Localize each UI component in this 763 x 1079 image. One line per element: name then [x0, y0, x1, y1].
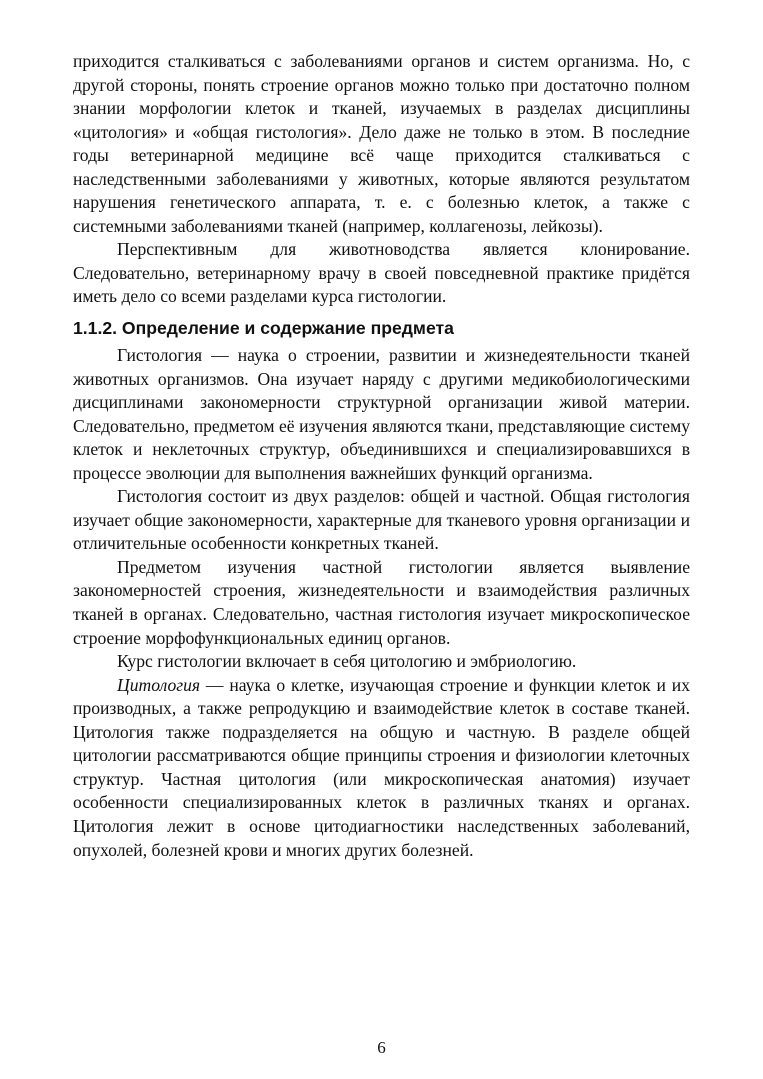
definition-paragraph: Гистология — наука о строении, развитии и жизнедеятельности тканей животных организмов. Она изучает наряду с другими медикобиологическими дисциплинами закономерности структурной организации живой материи. Следовательно, предметом её изучения являются ткани, представляющие систему клеток и неклеточных структур, объединившихся и специализировавшихся в процессе эволюции для выполнения важнейших функций организма.	[73, 345, 690, 483]
section-heading: 1.1.2. Определение и содержание предмета	[73, 318, 454, 339]
cytology-paragraph	[73, 674, 690, 862]
continuation-paragraph: приходится сталкиваться с заболеваниями органов и систем организма. Но, с другой стороны, понять строение органов можно только при достаточно полном знании морфологии клеток и тканей, изучаемых в разделах дисциплины «цитология» и «общая гистология». Дело даже не только в этом. В последние годы ветеринарной медицине всё чаще приходится сталкиваться с наследственными заболеваниями у животных, которые являются результатом нарушения генетического аппарата, т. е. с болезнью клеток, а также с системными заболеваниями тканей (например, коллагенозы, лейкозы).	[73, 51, 690, 236]
cytology-term: Цитология	[117, 674, 201, 695]
special-histology-paragraph: Предметом изучения частной гистологии является выявление закономерностей строения, жизнедеятельности и взаимодействия различных тканей в органах. Следовательно, частная гистология изучает микроскопическое строение морфофункциональных единиц органов.	[73, 556, 690, 648]
page-number: 6	[377, 1038, 386, 1057]
sections-paragraph: Гистология состоит из двух разделов: общей и частной. Общая гистология изучает общие закономерности, характерные для тканевого уровня организации и отличительные особенности конкретных тканей.	[73, 486, 690, 554]
course-paragraph: Курс гистологии включает в себя цитологию и эмбриологию.	[117, 651, 577, 672]
cytology-text: — наука о клетке, изучающая строение и функции клеток и их производных, а также репродукцию и взаимодействие клеток в составе тканей. Цитология также подразделяется на общую и частную. В разделе общей цитологии рассматриваются общие принципы строения и физиологии клеточных структур. Частная цитология (или микроскопическая анатомия) изучает особенности специализированных клеток в различных тканях и органах. Цитология лежит в основе цитодиагностики наследственных заболеваний, опухолей, болезней крови и многих других болезней.	[73, 674, 690, 860]
cloning-paragraph: Перспективным для животноводства является клонирование. Следовательно, ветеринарному врачу в своей повседневной практике придётся иметь дело со всеми разделами курса гистологии.	[73, 239, 690, 307]
body-text	[73, 50, 690, 862]
